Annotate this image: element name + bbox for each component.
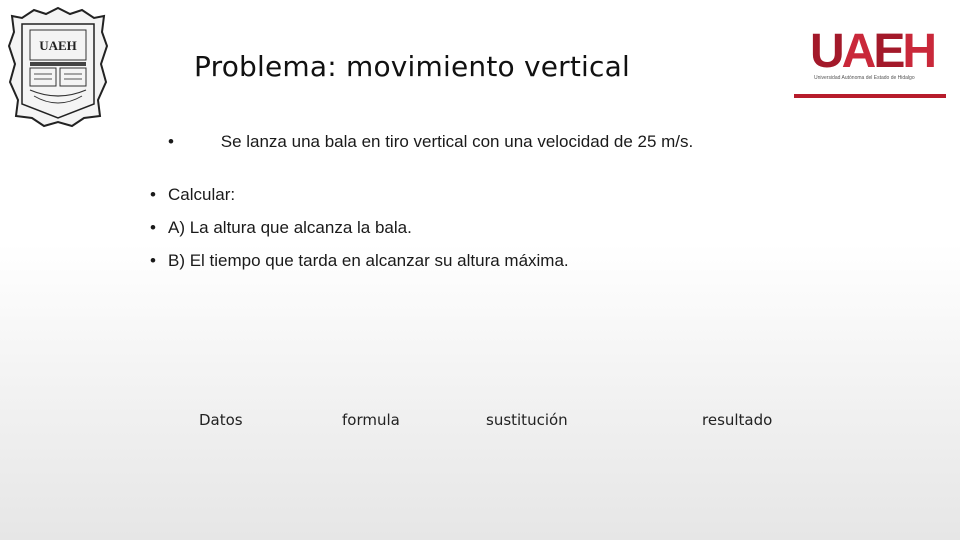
problem-statement-list: [168, 131, 728, 152]
column-formula: formula: [342, 411, 400, 429]
uaeh-logo: [792, 22, 948, 102]
logo-tagline: Universidad Autónoma del Estado de Hidalgo: [814, 75, 915, 81]
logo-underline: [794, 94, 946, 98]
slide-title: Problema: movimiento vertical: [194, 50, 630, 83]
column-resultado: resultado: [702, 411, 773, 429]
logo-letter-e: E: [873, 25, 903, 78]
logo-letter-a: A: [841, 25, 874, 78]
task-item: • Calcular:: [150, 184, 750, 205]
column-datos: Datos: [199, 411, 243, 429]
university-seal-icon: [8, 6, 108, 128]
logo-letter-h: H: [902, 25, 935, 78]
task-list: [150, 184, 750, 283]
column-sustitucion: sustitución: [486, 411, 568, 429]
task-item: • B) El tiempo que tarda en alcanzar su altura máxima.: [150, 250, 750, 271]
logo-letter-u: U: [810, 25, 842, 78]
problem-statement: • Se lanza una bala en tiro vertical con una velocidad de 25 m/s.: [168, 131, 728, 152]
task-item: • A) La altura que alcanza la bala.: [150, 217, 750, 238]
seal-text: UAEH: [39, 38, 77, 53]
uaeh-logo-letters: [810, 26, 934, 78]
